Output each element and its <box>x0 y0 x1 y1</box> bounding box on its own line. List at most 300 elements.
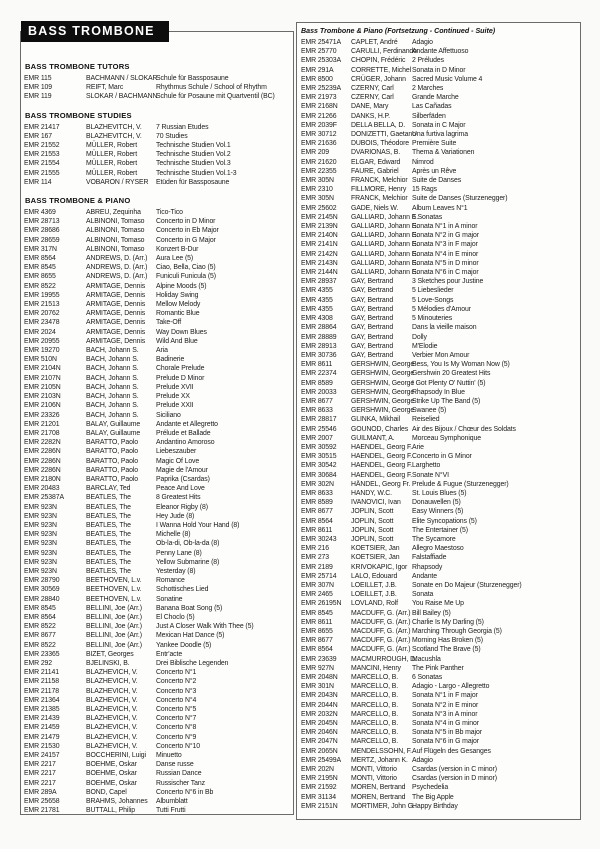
catalog-row <box>301 590 578 599</box>
col-ref: EMR 2286N <box>24 448 61 456</box>
col-composer: BOEHME, Oskar <box>86 770 137 778</box>
col-title: Rhythmus Schule / School of Rhythm <box>156 84 267 92</box>
col-ref: EMR 28713 <box>24 218 60 226</box>
col-title: Hey Jude (8) <box>156 512 195 520</box>
col-composer: BLAZHEVICH, V. <box>86 706 138 713</box>
col-ref: EMR 8677 <box>301 637 333 645</box>
col-ref: EMR 19955 <box>24 291 60 299</box>
catalog-row <box>24 650 290 659</box>
col-composer: GAY, Bertrand <box>351 278 394 286</box>
col-ref: EMR 28840 <box>24 595 60 603</box>
col-title: Take-Off <box>156 319 182 327</box>
catalog-row <box>24 558 290 567</box>
catalog-row <box>301 333 578 342</box>
catalog-row <box>301 664 578 673</box>
col-title: Alpine Moods (5) <box>156 282 207 290</box>
col-title: 5 Minouteries <box>412 315 453 323</box>
col-ref: EMR 8545 <box>24 264 56 272</box>
col-title: Just A Closer Walk With Thee (5) <box>156 623 254 631</box>
col-ref: EMR 2107N <box>24 374 61 382</box>
col-composer: MONTI, Vittorio <box>351 766 397 774</box>
catalog-row <box>301 415 578 424</box>
catalog-row <box>24 226 290 235</box>
col-composer: ANDREWS, D. (Arr.) <box>86 273 148 281</box>
col-title: Allegro Maestoso <box>412 545 464 553</box>
col-ref: EMR 2217 <box>24 770 56 778</box>
col-composer: GALLIARD, Johann E. <box>351 259 419 267</box>
col-title: Wild And Blue <box>156 337 198 345</box>
catalog-row <box>24 733 290 742</box>
catalog-row <box>24 512 290 521</box>
col-composer: BALAY, Guillaume <box>86 429 141 437</box>
col-ref: EMR 8589 <box>301 499 333 507</box>
col-ref: EMR 25239A <box>301 85 341 93</box>
catalog-row <box>24 245 290 254</box>
catalog-row <box>301 296 578 305</box>
col-composer: ARMITAGE, Dennis <box>86 301 146 309</box>
catalog-row <box>301 93 578 102</box>
catalog-row <box>24 169 290 178</box>
col-ref: EMR 30592 <box>301 443 337 451</box>
col-title: Etüden für Bassposaune <box>156 178 230 186</box>
catalog-row <box>301 112 578 121</box>
col-title: 5 Liebeslieder <box>412 287 454 295</box>
catalog-row <box>301 250 578 259</box>
col-ref: EMR 25387A <box>24 494 64 502</box>
col-title: Concerto N°10 <box>156 742 200 750</box>
col-ref: EMR 2180N <box>24 475 61 483</box>
col-title: Schottisches Lied <box>156 586 209 594</box>
col-ref: EMR 2168N <box>301 103 338 111</box>
col-composer: BEATLES, The <box>86 540 131 548</box>
col-title: Peace And Love <box>156 485 205 493</box>
col-composer: BOEHME, Oskar <box>86 761 137 769</box>
col-composer: CORRETTE, Michel <box>351 66 412 74</box>
col-ref: EMR 317N <box>24 245 57 253</box>
col-ref: EMR 2286N <box>24 466 61 474</box>
catalog-row <box>301 167 578 176</box>
col-title: Auf Flügeln des Gesanges <box>412 747 491 755</box>
catalog-row <box>301 286 578 295</box>
col-title: Elite Syncopations (5) <box>412 517 477 525</box>
catalog-row <box>301 461 578 470</box>
col-title: Suite de Danses (Sturzenegger) <box>412 195 508 203</box>
catalog-row <box>24 769 290 778</box>
col-ref: EMR 8611 <box>301 526 333 534</box>
col-ref: EMR 923N <box>24 540 57 548</box>
col-composer: LOEILLET, J.B. <box>351 581 397 589</box>
catalog-row <box>24 141 290 150</box>
catalog-row <box>301 121 578 130</box>
col-composer: BEATLES, The <box>86 567 131 575</box>
catalog-row <box>24 364 290 373</box>
catalog-section <box>24 62 290 102</box>
catalog-row <box>301 204 578 213</box>
col-composer: GUILMANT, A. <box>351 434 395 442</box>
col-composer: LOVLAND, Rolf <box>351 600 398 608</box>
catalog-row <box>301 765 578 774</box>
col-composer: BACH, Johann S. <box>86 365 139 373</box>
catalog-row <box>301 636 578 645</box>
col-ref: EMR 25546 <box>301 425 337 433</box>
catalog-row <box>24 392 290 401</box>
col-composer: BACH, Johann S. <box>86 402 139 410</box>
col-title: Konzert B-Dur <box>156 245 199 253</box>
col-composer: BACH, Johann S. <box>86 383 139 391</box>
col-title: Holiday Swing <box>156 291 199 299</box>
catalog-row <box>24 503 290 512</box>
col-title: Prelude XVII <box>156 383 194 391</box>
col-composer: BOCCHERINI, Luigi <box>86 752 146 760</box>
catalog-row <box>301 176 578 185</box>
col-title: Bess, You Is My Woman Now (5) <box>412 361 510 369</box>
right-column <box>296 22 581 820</box>
catalog-row <box>24 539 290 548</box>
catalog-row <box>301 102 578 111</box>
col-ref: EMR 28817 <box>301 416 337 424</box>
catalog-row <box>301 222 578 231</box>
col-composer: MARCELLO, B. <box>351 701 399 709</box>
col-title: Adagio <box>412 39 433 46</box>
catalog-row <box>24 309 290 318</box>
col-title: Way Down Blues <box>156 328 207 336</box>
col-composer: CAPLET, André <box>351 39 398 46</box>
col-title: Album Leaves N°1 <box>412 204 468 212</box>
catalog-row <box>24 132 290 141</box>
catalog-row <box>301 397 578 406</box>
catalog-row <box>24 788 290 797</box>
col-ref: EMR 923N <box>24 549 57 557</box>
catalog-row <box>24 760 290 769</box>
catalog-row <box>301 682 578 691</box>
catalog-row <box>301 185 578 194</box>
col-ref: EMR 21552 <box>24 142 60 150</box>
catalog-row <box>24 178 290 187</box>
col-ref: EMR 8677 <box>301 397 333 405</box>
col-title: The Entertainer (5) <box>412 526 468 534</box>
col-title: Strike Up The Band (5) <box>412 397 481 405</box>
catalog-row <box>301 655 578 664</box>
col-title: Morceau Symphonique <box>412 434 481 442</box>
col-composer: ARMITAGE, Dennis <box>86 337 146 345</box>
col-title: M'Elodie <box>412 342 438 350</box>
col-title: Yesterday (8) <box>156 567 196 575</box>
col-ref: EMR 30542 <box>301 462 337 470</box>
col-composer: MARCELLO, B. <box>351 674 399 682</box>
col-ref: EMR 167 <box>24 132 53 140</box>
col-composer: BLAZHEVITCH, V. <box>86 123 142 131</box>
col-title: Sonata in D Minor <box>412 66 466 74</box>
col-title: Schule für Posaune mit Quartventil (BC) <box>156 93 275 101</box>
catalog-row <box>301 471 578 480</box>
catalog-row <box>24 604 290 613</box>
catalog-row <box>24 272 290 281</box>
catalog-row <box>24 374 290 383</box>
catalog-row <box>24 659 290 668</box>
col-composer: BEATLES, The <box>86 521 131 529</box>
catalog-row <box>24 150 290 159</box>
col-title: Adagio - Largo - Allegretto <box>412 683 490 691</box>
col-title: Tutti Frutti <box>156 807 186 815</box>
col-ref: EMR 21459 <box>24 724 60 732</box>
catalog-row <box>301 526 578 535</box>
col-ref: EMR 4355 <box>301 305 333 313</box>
col-composer: MOREN, Bertrand <box>351 793 406 801</box>
col-composer: FRANCK, Melchior <box>351 177 408 185</box>
catalog-row <box>301 323 578 332</box>
col-composer: CRÜGER, Johann <box>351 75 406 83</box>
catalog-row <box>301 369 578 378</box>
catalog-row <box>301 627 578 636</box>
col-composer: BLAZHEVICH, V. <box>86 733 138 741</box>
col-composer: REIFT, Marc <box>86 84 124 92</box>
catalog-row <box>301 793 578 802</box>
col-ref: EMR 8522 <box>24 282 56 290</box>
right-rows <box>301 38 578 811</box>
col-composer: BACH, Johann S. <box>86 411 139 419</box>
col-ref: EMR 8611 <box>301 361 333 369</box>
catalog-row <box>24 217 290 226</box>
catalog-row <box>301 434 578 443</box>
col-composer: MACDUFF, G. (Arr.) <box>351 646 411 654</box>
col-composer: GERSHWIN, George <box>351 361 415 369</box>
catalog-row <box>301 609 578 618</box>
col-composer: BLAZHEVICH, V. <box>86 696 138 704</box>
col-ref: EMR 28864 <box>301 324 337 332</box>
col-ref: EMR 21266 <box>301 112 337 120</box>
catalog-row <box>301 618 578 627</box>
col-ref: EMR 2310 <box>301 186 333 194</box>
col-composer: ABREU, Zequinha <box>86 209 141 217</box>
col-title: Technische Studien Vol.1 <box>156 142 231 150</box>
col-title: Michelle (8) <box>156 531 191 539</box>
col-composer: MÜLLER, Robert <box>86 151 138 159</box>
catalog-row <box>24 595 290 604</box>
col-composer: BARATTO, Paolo <box>86 448 138 456</box>
col-composer: BLAZHEVICH, V. <box>86 669 138 677</box>
col-ref: EMR 2282N <box>24 439 61 447</box>
col-title: 5 Love-Songs <box>412 296 454 304</box>
col-title: Siciliano <box>156 411 181 419</box>
col-title: Prelude D Minor <box>156 374 205 382</box>
catalog-row <box>301 507 578 516</box>
col-ref: EMR 20762 <box>24 310 60 318</box>
col-ref: EMR 30243 <box>301 535 337 543</box>
col-title: Scotland The Brave (5) <box>412 646 481 654</box>
col-title: Mellow Melody <box>156 301 201 309</box>
col-ref: EMR 291A <box>301 66 334 74</box>
catalog-row <box>301 388 578 397</box>
col-composer: ARMITAGE, Dennis <box>86 282 146 290</box>
col-title: Sonatine <box>156 595 183 603</box>
col-ref: EMR 21554 <box>24 160 60 168</box>
catalog-row <box>24 797 290 806</box>
col-composer: GALLIARD, Johann E. <box>351 269 419 277</box>
catalog-row <box>301 563 578 572</box>
col-ref: EMR 289A <box>24 788 57 796</box>
col-composer: MÜLLER, Robert <box>86 169 138 177</box>
col-composer: DONIZETTI, Gaetano <box>351 131 416 139</box>
col-composer: BEETHOVEN, L.v. <box>86 577 142 585</box>
col-ref: EMR 8655 <box>301 628 333 635</box>
col-ref: EMR 923N <box>24 558 57 566</box>
col-title: Concerto in G Major <box>156 236 216 244</box>
col-title: Sonata N°2 in G major <box>412 232 479 240</box>
col-ref: EMR 8545 <box>24 604 56 612</box>
catalog-row <box>24 484 290 493</box>
col-composer: MANCINI, Henry <box>351 664 401 672</box>
catalog-row <box>24 355 290 364</box>
col-composer: DUBOIS, Théodore <box>351 140 410 148</box>
col-ref: EMR 2046N <box>301 729 338 737</box>
col-composer: DANKS, H.P. <box>351 112 390 120</box>
col-composer: BEATLES, The <box>86 512 131 520</box>
col-title: Sonate N°VI <box>412 471 449 479</box>
col-composer: BLAZHEVITCH, V. <box>86 132 142 140</box>
col-ref: EMR 8589 <box>301 379 333 387</box>
catalog-row <box>24 466 290 475</box>
col-title: Concerto N°7 <box>156 715 197 723</box>
col-ref: EMR 21513 <box>24 301 60 309</box>
catalog-row <box>301 673 578 682</box>
col-ref: EMR 23326 <box>24 411 60 419</box>
col-title: Sonata N°1 in A minor <box>412 223 478 231</box>
col-title: Yellow Submarine (8) <box>156 558 220 566</box>
col-ref: EMR 209 <box>301 149 330 157</box>
col-composer: GALLIARD, Johann E. <box>351 213 419 221</box>
col-composer: BARCLAY, Ted <box>86 485 131 493</box>
col-ref: EMR 2043N <box>301 692 338 700</box>
col-ref: EMR 21530 <box>24 742 60 750</box>
col-title: Technische Studien Vol.1-3 <box>156 169 237 177</box>
catalog-row <box>301 774 578 783</box>
col-title: Technische Studien Vol.3 <box>156 160 231 168</box>
col-ref: EMR 2286N <box>24 457 61 465</box>
col-title: Sonata N°6 in G major <box>412 738 479 746</box>
col-composer: BEATLES, The <box>86 558 131 566</box>
col-composer: MOREN, Bertrand <box>351 784 406 792</box>
col-ref: EMR 21158 <box>24 678 59 686</box>
col-composer: CHOPIN, Frédéric <box>351 57 406 65</box>
col-composer: MARCELLO, B. <box>351 710 399 718</box>
col-ref: EMR 2151N <box>301 802 338 810</box>
col-ref: EMR 21636 <box>301 140 337 148</box>
col-ref: EMR 22355 <box>301 167 337 175</box>
col-composer: GAY, Bertrand <box>351 324 394 332</box>
col-ref: EMR 21439 <box>24 715 60 723</box>
catalog-row <box>24 429 290 438</box>
col-composer: BARATTO, Paolo <box>86 457 138 465</box>
col-composer: GERSHWIN, George <box>351 407 415 415</box>
col-title: Air des Bijoux / Chœur des Soldats <box>412 425 516 433</box>
col-title: Larghetto <box>412 462 441 470</box>
col-title: Magie de l'Amour <box>156 466 208 474</box>
col-title: Rhapsody In Blue <box>412 388 465 396</box>
catalog-row <box>301 802 578 811</box>
col-composer: GAY, Bertrand <box>351 351 394 359</box>
col-ref: EMR 923N <box>24 512 57 520</box>
col-ref: EMR 923N <box>24 521 57 529</box>
col-composer: BEATLES, The <box>86 494 131 502</box>
col-composer: BACH, Johann S. <box>86 393 139 401</box>
catalog-row <box>301 747 578 756</box>
col-composer: KOETSIER, Jan <box>351 545 400 553</box>
col-ref: EMR 28790 <box>24 577 60 585</box>
col-composer: MACDUFF, G. (Arr.) <box>351 637 411 645</box>
col-ref: EMR 8677 <box>301 508 333 516</box>
catalog-row <box>301 38 578 47</box>
col-ref: EMR 2044N <box>301 701 338 709</box>
col-title: Silberfäden <box>412 112 446 120</box>
col-ref: EMR 202N <box>301 766 334 774</box>
col-title: Andante et Allegretto <box>156 420 218 428</box>
col-ref: EMR 25303A <box>301 57 341 65</box>
catalog-row <box>301 231 578 240</box>
col-title: Andantino Amoroso <box>156 439 215 447</box>
col-ref: EMR 21178 <box>24 687 59 695</box>
col-title: Penny Lane (8) <box>156 549 202 557</box>
col-composer: GERSHWIN, George <box>351 379 415 387</box>
col-composer: ANDREWS, D. (Arr.) <box>86 264 148 272</box>
col-composer: BIZET, Georges <box>86 650 134 658</box>
catalog-row <box>24 300 290 309</box>
col-ref: EMR 8611 <box>301 618 333 626</box>
col-composer: ALBINONI, Tomaso <box>86 236 145 244</box>
col-title: Badinerie <box>156 356 185 364</box>
col-ref: EMR 8522 <box>24 641 56 649</box>
col-ref: EMR 30684 <box>301 471 337 479</box>
catalog-row <box>301 783 578 792</box>
catalog-row <box>301 719 578 728</box>
catalog-row <box>301 535 578 544</box>
col-composer: ALBINONI, Tomaso <box>86 245 145 253</box>
col-composer: BOND, Capel <box>86 788 127 796</box>
catalog-row <box>24 254 290 263</box>
col-composer: GAY, Bertrand <box>351 342 394 350</box>
col-title: Concerto N°2 <box>156 678 197 686</box>
col-composer: BACHMANN / SLOKAR <box>86 75 158 82</box>
col-ref: EMR 21781 <box>24 807 60 815</box>
col-title: Romantic Blue <box>156 310 200 318</box>
catalog-row <box>24 585 290 594</box>
col-ref: EMR 8522 <box>24 623 56 631</box>
catalog-row <box>24 401 290 410</box>
col-ref: EMR 28913 <box>301 342 337 350</box>
col-title: Concerto N°1 <box>156 669 197 677</box>
col-title: Funiculi Funicula (5) <box>156 273 216 281</box>
col-ref: EMR 8633 <box>301 407 333 415</box>
col-composer: GALLIARD, Johann E. <box>351 250 419 258</box>
col-title: Concerto N°9 <box>156 733 197 741</box>
col-composer: HANDY, W.C. <box>351 489 392 497</box>
col-composer: BRAHMS, Johannes <box>86 798 148 806</box>
col-ref: EMR 23639 <box>301 655 337 663</box>
col-title: Après un Rêve <box>412 167 457 175</box>
col-ref: EMR 2048N <box>301 674 338 682</box>
col-ref: EMR 21385 <box>24 706 60 713</box>
col-composer: GAY, Bertrand <box>351 333 394 341</box>
col-ref: EMR 8500 <box>301 75 333 83</box>
col-composer: BALAY, Guillaume <box>86 420 141 428</box>
col-ref: EMR 20483 <box>24 485 60 493</box>
col-ref: EMR 2032N <box>301 710 338 718</box>
col-title: Bill Bailey (5) <box>412 609 451 617</box>
col-title: 7 Russian Etudes <box>156 123 209 131</box>
col-composer: LOEILLET, J.B. <box>351 591 397 599</box>
col-composer: MARCELLO, B. <box>351 738 399 746</box>
catalog-row <box>24 549 290 558</box>
col-ref: EMR 26195N <box>301 600 342 608</box>
